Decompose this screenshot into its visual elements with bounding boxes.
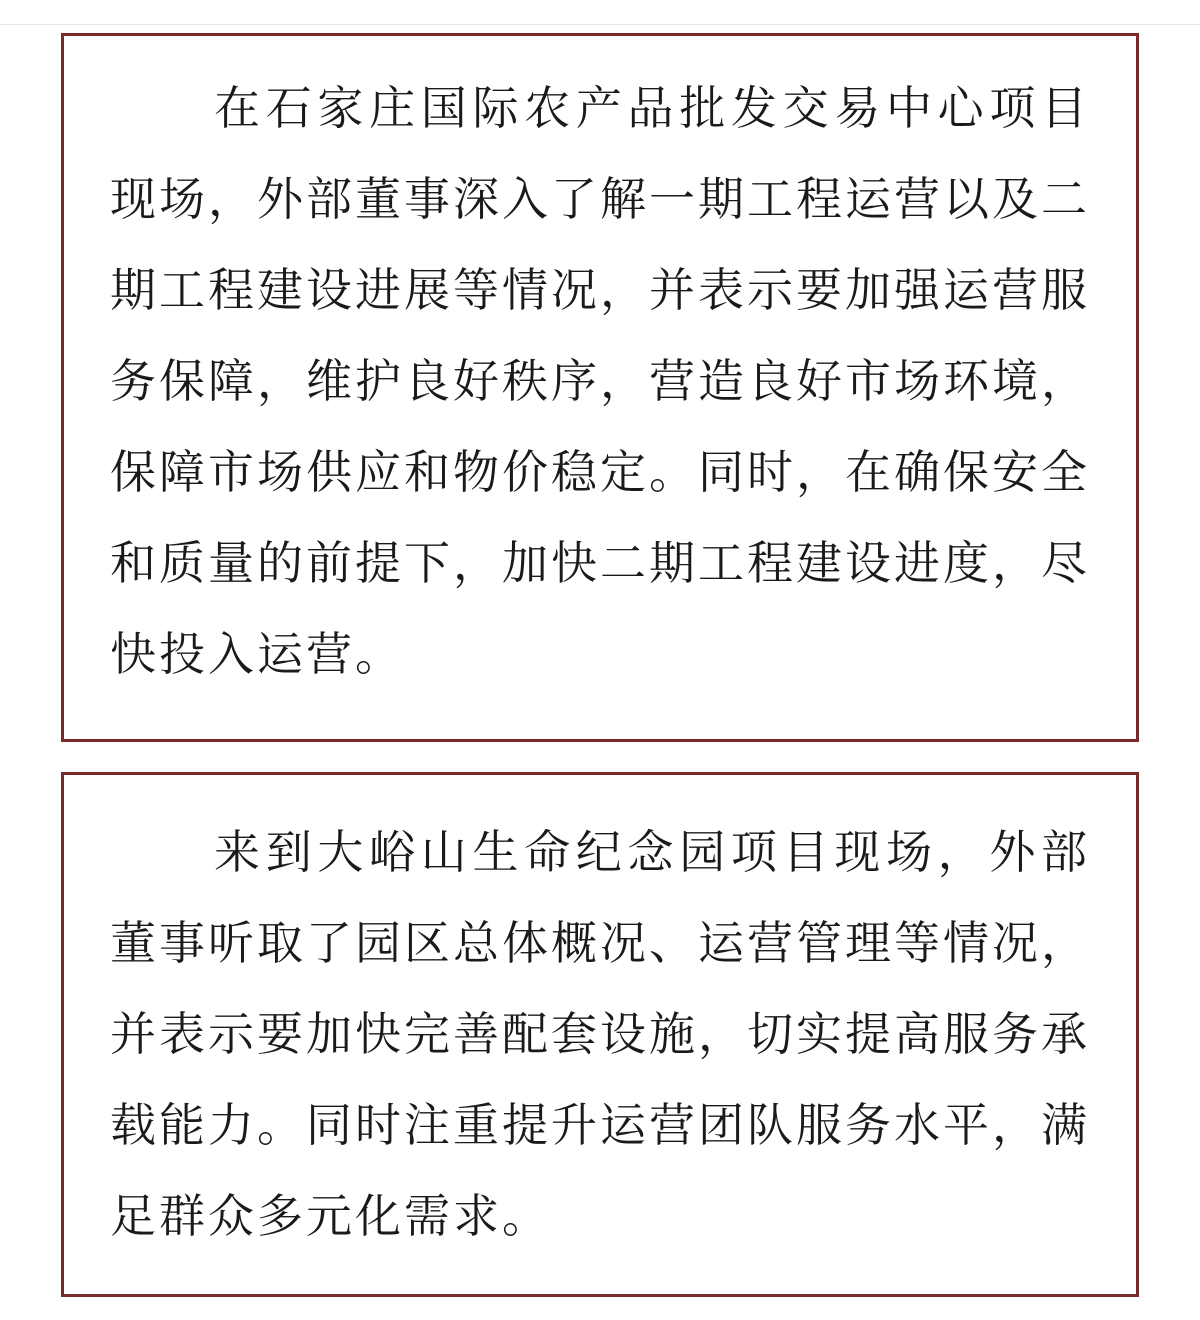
- top-divider: [0, 24, 1200, 25]
- article-section-1: [61, 33, 1139, 742]
- article-section-2: [61, 772, 1139, 1297]
- paragraph-2: 来到大峪山生命纪念园项目现场，外部董事听取了园区总体概况、运营管理等情况，并表示要加快完善配套设施，切实提高服务承载能力。同时注重提升运营团队服务水平，满足群众多元化需求。: [110, 825, 1090, 1243]
- paragraph-1: 在石家庄国际农产品批发交易中心项目现场，外部董事深入了解一期工程运营以及二期工程建设进展等情况，并表示要加强运营服务保障，维护良好秩序，营造良好市场环境，保障市场供应和物价稳定。同时，在确保安全和质量的前提下，加快二期工程建设进度，尽快投入运营。: [110, 81, 1090, 681]
